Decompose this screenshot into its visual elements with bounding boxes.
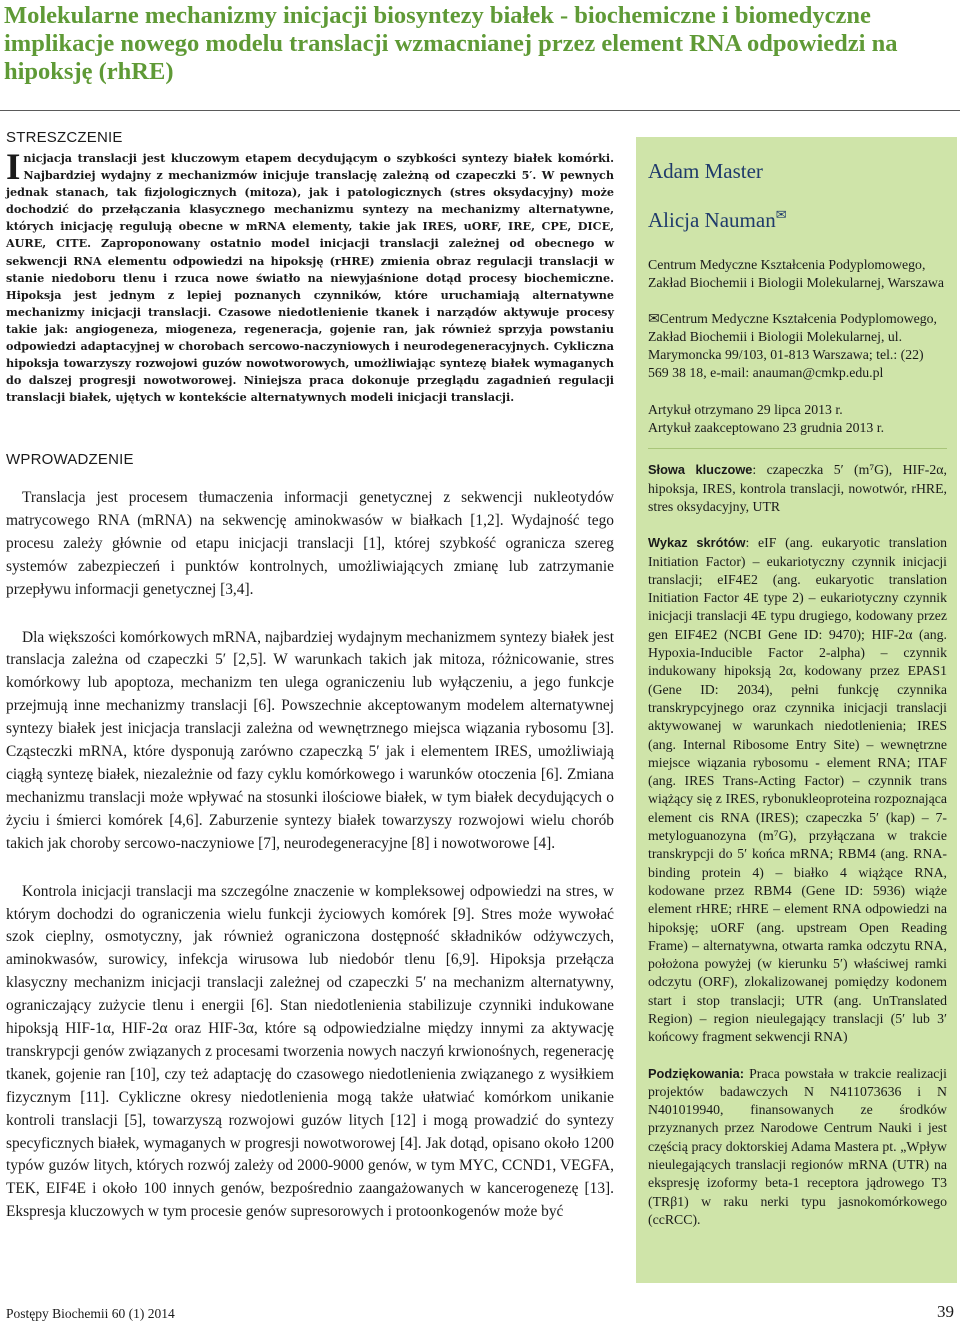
article-title: Molekularne mechanizmy inicjacji biosyntezy białek - biochemiczne i biomedyczne implikacje nowego modelu translacji wzmacnianej przez element RNA odpowiedzi na hipoksję (rhRE) — [4, 2, 898, 85]
footer-journal: Postępy Biochemii 60 (1) 2014 — [6, 1306, 175, 1321]
acknowledgements — [648, 1065, 947, 1230]
body-paragraph: Dla większości komórkowych mRNA, najbardziej wydajnym mechanizmem syntezy białek jest translacja zależna od czapeczki 5′ [2,5]. W warunkach takich jak mitoza, różnicowanie, stres komórkowy lub apoptoza, mechanizm ten ulega ograniczeniu lub wyłączeniu, a jego funkcje przejmują inne mechanizmy translacji [6]. Powszechnie akceptowanym modelem alternatywnej syntezy białek jest inicjacja translacji zależna od wewnętrznego miejsca wiązania rybosomu [3]. Cząsteczki mRNA, które dysponują zarówno czapeczką 5′ jak i elementem IRES, umożliwiają ciągłą syntezę białek, niezależnie od fazy cyklu komórkowego i warunków otoczenia [6]. Zmiana mechanizmu translacji może wpływać na stosunki ilościowe białek, w tym białek decydujących o życiu i śmierci komórek [4,6]. Zaburzenie syntezy białek towarzyszy rozwojowi wielu chorób takich jak choroby sercowo-naczyniowe [7], neurodegeneracyjne [8] i nowotworowe [4]. — [6, 628, 614, 852]
author-name: Adam Master — [648, 159, 763, 183]
abbreviations-label: Wykaz skrótów — [648, 535, 746, 551]
abstract-text — [6, 147, 614, 406]
body-paragraph: Kontrola inicjacji translacji ma szczególne znaczenie w kompleksowej odpowiedzi na stres, w którym dochodzi do ograniczenia wielu funkcji życiowych komórek [9]. Stres może wywołać szok cieplny, osmotyczny, jak również ograniczona dostępność składników odżywczych, aminokwasów, surowicy, infekcja wirusowa lub niedobór tlenu [6,9]. Hipoksja przełącza klasyczny mechanizm inicjacji translacji zależnej od czapeczki 5′ na mechanizm alternatywny, ograniczający zużycie tlenu i energii [6]. Stan niedotlenienia stabilizuje czynniki indukowane hipoksją HIF-1α, HIF-2α oraz HIF-3α, które są odpowiedzialne między innymi za aktywację transkrypcji genów związanych z procesami tworzenia nowych naczyń krwionośnych, regenerację tkanek, gojenie ran [10], czy też adaptację do czasowego niedotlenienia związanego z wysiłkiem fizycznym [11]. Cykliczne okresy niedotlenienia mogą także ułatwiać komórkom unikanie kontroli translacji [5], towarzyszą rozwojowi guzów litych [12] i mogą prowadzić do syntezy specyficznych białek, wymaganych w progresji nowotworowej [4]. Jak dotąd, opisano około 1200 typów guzów litych, których rozwój zależy od 2000-9000 genów, w tym MYC, CCND1, VEGFA, TEK, EIF4E i około 100 innych genów, bezpośrednio zaangażowanych w kancerogenezę [13]. Ekspresja kluczowych w tym procesie genów supresorowych i protoonkogenów może być — [6, 882, 614, 1221]
author-name: Alicja Nauman — [648, 208, 776, 232]
abbreviations — [648, 534, 947, 1046]
introduction-heading: WPROWADZENIE — [6, 451, 134, 468]
accepted-date: Artykuł zaakceptowano 23 grudnia 2013 r. — [648, 420, 885, 436]
introduction-body — [6, 487, 614, 1249]
page-number: 39 — [937, 1302, 954, 1321]
keywords — [648, 461, 947, 516]
keywords-text: : czapeczka 5′ (m⁷G), HIF-2α, hipoksja, IRES, kontrola translacji, nowotwór, rHRE, stres oksydacyjny, UTR — [648, 462, 947, 514]
abstract-heading: STRESZCZENIE — [6, 129, 123, 146]
corresponding-affiliation — [648, 310, 947, 383]
received-date: Artykuł otrzymano 29 lipca 2013 r. — [648, 401, 843, 417]
envelope-icon: ✉ — [648, 310, 660, 326]
acknowledgements-label: Podziękowania: — [648, 1065, 744, 1081]
sidebar-divider — [648, 448, 947, 449]
keywords-label: Słowa kluczowe — [648, 462, 753, 478]
affiliation-text: Centrum Medyczne Kształcenia Podyplomowego, Zakład Biochemii i Biologii Molekularnej, ul. Marymoncka 99/103, 01-813 Warszawa; tel.: (22) 569 38 18, e-mail: anauman@cmkp.edu.pl — [648, 310, 937, 381]
abbreviations-text: : eIF (ang. eukaryotic translation Initiation Factor) – eukariotyczny czynnik inicjacji translacji; eIF4E2 (ang. eukaryotic translation Initiation Factor 4E type 2) – eukariotyczny czynnik inicjacji translacji 4E typu drugiego, kodowany przez gen EIF4E2 (NCBI Gene ID: 9470); HIF-2α (ang. Hypoxia-Inducible Factor 2-alpha) – czynnik indukowany hipoksją 2α, kodowany przez EPAS1 (Gene ID: 2034), pełni funkcję czynnika transkrypcyjnego oraz czynnika inicjacji translacji aktywowanej w warunkach niedotlenienia; IRES (ang. Internal Ribosome Entry Site) – wewnętrzne miejsce wiązania rybosomu - element RNA; ITAF (ang. IRES Trans-Acting Factor) – czynnik trans wiążący się z IRES, rybonukleoproteina rozpoznająca element cis RNA (IRES); czapeczka 5′ (kap) – 7-metyloguanozyna (m⁷G), przyłączana w trakcie transkrypcji do 5′ końca mRNA; RBM4 (ang. RNA-binding protein 4) – białko 4 wiążące RNA, kodowane przez RBM4 (Gene ID: 5936) wiąże element rHRE; rHRE – element RNA odpowiedzi na hipoksję; uORF (ang. upstream Open Reading Frame) – alternatywna, otwarta ramka odczytu RNA, położona powyżej (w kierunku 5′) właściwej ramki odczytu (ORF), zlokalizowanej pomiędzy kodonem start i stop translacji; UTR (ang. UnTranslated Region) – region nieulegający translacji (5′ lub 3′ końcowy fragment sekwencji RNA) — [648, 535, 947, 1045]
article-sidebar — [636, 137, 957, 1283]
abstract-body: nicjacja translacji jest kluczowym etapem decydującym o szybkości syntezy białek komórki. Najbardziej wydajny z mechanizmów inicjuje translację zależną od czapeczki 5′. W pewnych jednak stanach, tak fizjologicznych (mitoza), jak i patologicznych (stres oksydacyjny) może dochodzić do przełączania klasycznego mechanizmu syntezy na mechanizmy alternatywne, których inicjację regulują obecne w mRNA elementy, takie jak IRES, uORF, IRE, CPE, DICE, AURE, CITE. Zaproponowany ostatnio model inicjacji translacji zależnej od obecnego w sekwencji RNA elementu odpowiedzi na hipoksję (rHRE) zmienia obraz regulacji translacji w stanie niedoboru tlenu i rzuca nowe światło na niewyjaśnione dotąd procesy biochemiczne. Hipoksja jest jednym z lepiej poznanych czynników, które uruchamiają alternatywne mechanizmy inicjacji translacji. Czasowe niedotlenienie tkanek i narządów aktywuje procesy takie jak: angiogeneza, miogeneza, regeneracja, gojenie ran, jak również sprzyja powstaniu odpowiedzi adaptacyjnej w chorobach sercowo-naczyniowych i neurodegeneracyjnych. Cykliczna hipoksja towarzyszy rozwojowi guzów nowotworowych, umożliwiając syntezę białek wymaganych do dalszej progresji nowotworowej. Niniejsza praca dokonuje przeglądu zagadnień regulacji translacji białek, ujętych w kontekście alternatywnych modeli inicjacji translacji. — [6, 151, 614, 405]
corresponding-author — [648, 193, 947, 242]
article-dates — [648, 401, 947, 438]
author-list — [648, 149, 947, 242]
envelope-icon: ✉ — [775, 207, 787, 222]
title-divider — [0, 110, 960, 111]
abstract-dropcap: I — [6, 147, 21, 188]
affiliation: Centrum Medyczne Kształcenia Podyplomowego, Zakład Biochemii i Biologii Molekularnej, Warszawa — [648, 257, 944, 291]
acknowledgements-text: Praca powstała w trakcie realizacji projektów badawczych N N411073636 i N N401019940, finansowanych ze środków przyznanych przez Narodowe Centrum Nauki i jest częścią pracy doktorskiej Adama Mastera pt. „Wpływ nieulegających translacji regionów mRNA (UTR) na ekspresję izoformy beta-1 receptora jądrowego T3 (TRβ1) w raku nerki typu jasnokomórkowego (ccRCC). — [648, 1065, 947, 1227]
body-paragraph: Translacja jest procesem tłumaczenia informacji genetycznej z sekwencji nukleotydów matrycowego RNA (mRNA) na sekwencję aminokwasów w białkach [1,2]. Wydajność tego procesu zależy głównie od etapu inicjacji translacji [1], której szybkość ogranicza szereg systemów zabezpieczeń i punktów kontrolnych, umożliwiających zmianę lub zatrzymanie przepływu informacji genetycznej [3,4]. — [6, 489, 614, 598]
